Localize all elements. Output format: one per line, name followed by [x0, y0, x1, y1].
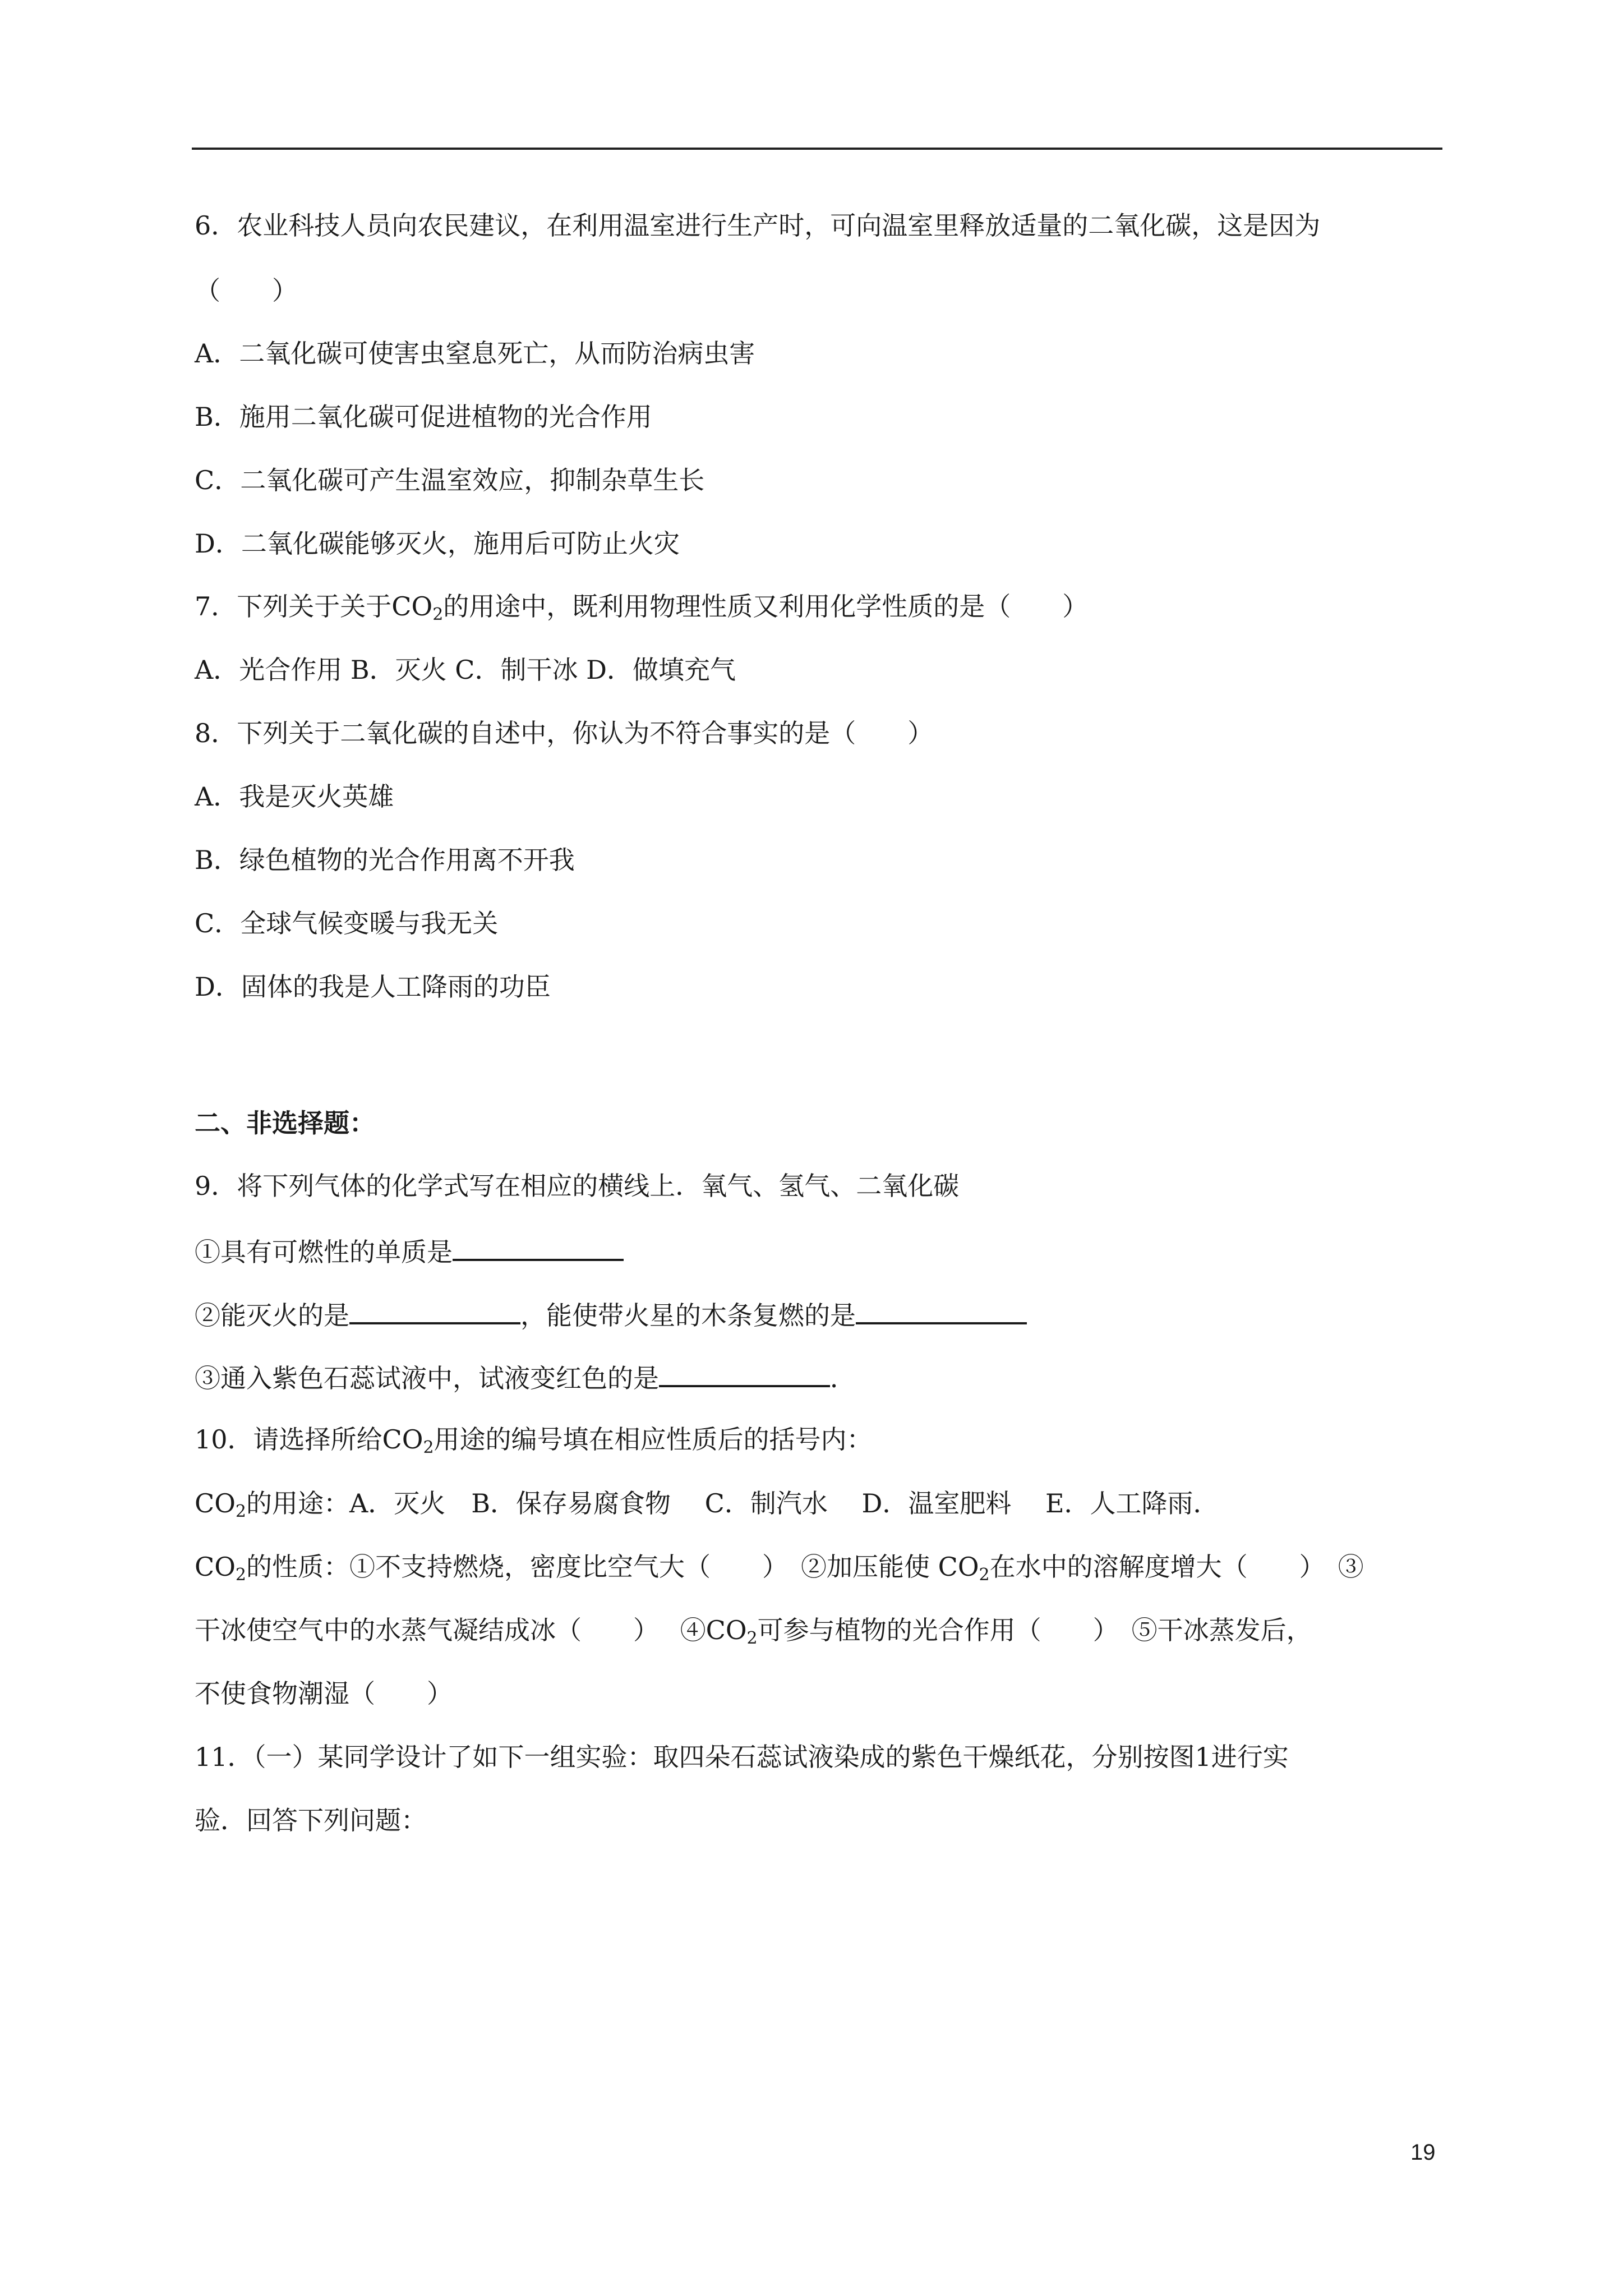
q9-line-2-text-a: ②能灭火的是 [195, 1300, 349, 1331]
q6-option-a: A．二氧化碳可使害虫窒息死亡，从而防治病虫害 [195, 338, 755, 369]
q9-line-2-text-b: ，能使带火星的木条复燃的是 [520, 1300, 856, 1331]
q6-answer-paren: （ ） [195, 275, 298, 306]
q9-stem: 9．将下列气体的化学式写在相应的横线上．氧气、氢气、二氧化碳 [195, 1171, 960, 1201]
q10-props-subscript-1: 2 [235, 1565, 247, 1585]
q10-stem-pre: 10．请选择所给CO [195, 1424, 423, 1455]
q10-properties-line-3: 不使食物潮湿（ ） [195, 1678, 453, 1709]
q10-props-pre: CO [195, 1552, 236, 1582]
q6-option-b: B．施用二氧化碳可促进植物的光合作用 [195, 402, 652, 432]
q9-line-3 [195, 1359, 856, 1395]
q9-blank-4[interactable] [659, 1359, 830, 1387]
q7-options: A．光合作用 B．灭火 C．制干冰 D．做填充气 [195, 655, 736, 685]
q9-line-3-end: ． [830, 1363, 856, 1393]
q10-properties-line-1 [195, 1550, 1364, 1584]
q11-line-2: 验．回答下列问题： [195, 1805, 427, 1835]
q10-uses-post: 的用途：A．灭火 B．保存易腐食物 C．制汽水 D．温室肥料 E．人工降雨． [246, 1488, 1219, 1519]
q10-stem-post: 用途的编号填在相应性质后的括号内： [434, 1424, 873, 1455]
q10-stem [195, 1423, 873, 1456]
q10-props-l2-b: 可参与植物的光合作用（ ） ⑤干冰蒸发后， [757, 1615, 1312, 1645]
q9-line-1-text: ①具有可燃性的单质是 [195, 1237, 453, 1267]
q9-line-3-text: ③通入紫色石蕊试液中，试液变红色的是 [195, 1363, 659, 1393]
q8-option-d: D．固体的我是人工降雨的功臣 [195, 972, 551, 1002]
q8-option-b: B．绿色植物的光合作用离不开我 [195, 845, 575, 875]
q6-option-d: D．二氧化碳能够灭火，施用后可防止火灾 [195, 528, 680, 559]
q8-stem: 8．下列关于二氧化碳的自述中，你认为不符合事实的是（ ） [195, 718, 934, 748]
q9-blank-3[interactable] [856, 1296, 1027, 1324]
page-number: 19 [1410, 2140, 1436, 2165]
q9-blank-1[interactable] [453, 1233, 624, 1261]
q6-option-c: C．二氧化碳可产生温室效应，抑制杂草生长 [195, 465, 705, 495]
q9-line-1 [195, 1233, 624, 1269]
q10-properties-line-2 [195, 1613, 1312, 1647]
q7-stem-pre: 7．下列关于关于CO [195, 591, 433, 622]
q10-props-subscript-2: 2 [979, 1565, 990, 1585]
header-rule [192, 148, 1442, 150]
q7-stem-post: 的用途中，既利用物理性质又利用化学性质的是（ ） [443, 591, 1089, 622]
q11-line-1: 11．（一）某同学设计了如下一组实验：取四朵石蕊试液染成的紫色干燥纸花，分别按图1进行实 [195, 1742, 1289, 1772]
q10-subscript: 2 [423, 1438, 434, 1457]
q10-props-l1-a: 的性质：①不支持燃烧，密度比空气大（ ） ②加压能使 CO [246, 1552, 979, 1582]
q9-blank-2[interactable] [349, 1296, 520, 1324]
q8-option-a: A．我是灭火英雄 [195, 781, 394, 812]
q10-uses-subscript: 2 [235, 1502, 247, 1521]
q6-stem: 6．农业科技人员向农民建议，在利用温室进行生产时，可向温室里释放适量的二氧化碳，这是因为 [195, 210, 1321, 241]
q10-props-l2-a: 干冰使空气中的水蒸气凝结成冰（ ） ④CO [195, 1615, 747, 1645]
q9-line-2 [195, 1296, 1027, 1332]
q10-props-subscript-3: 2 [746, 1628, 758, 1648]
q7-subscript: 2 [432, 605, 444, 624]
q10-props-l1-b: 在水中的溶解度增大（ ） ③ [989, 1552, 1364, 1582]
q10-uses-pre: CO [195, 1488, 236, 1519]
section-heading: 二、非选择题： [195, 1108, 375, 1138]
q7-stem [195, 590, 1088, 623]
q10-uses [195, 1487, 1219, 1520]
q8-option-c: C．全球气候变暖与我无关 [195, 908, 499, 938]
